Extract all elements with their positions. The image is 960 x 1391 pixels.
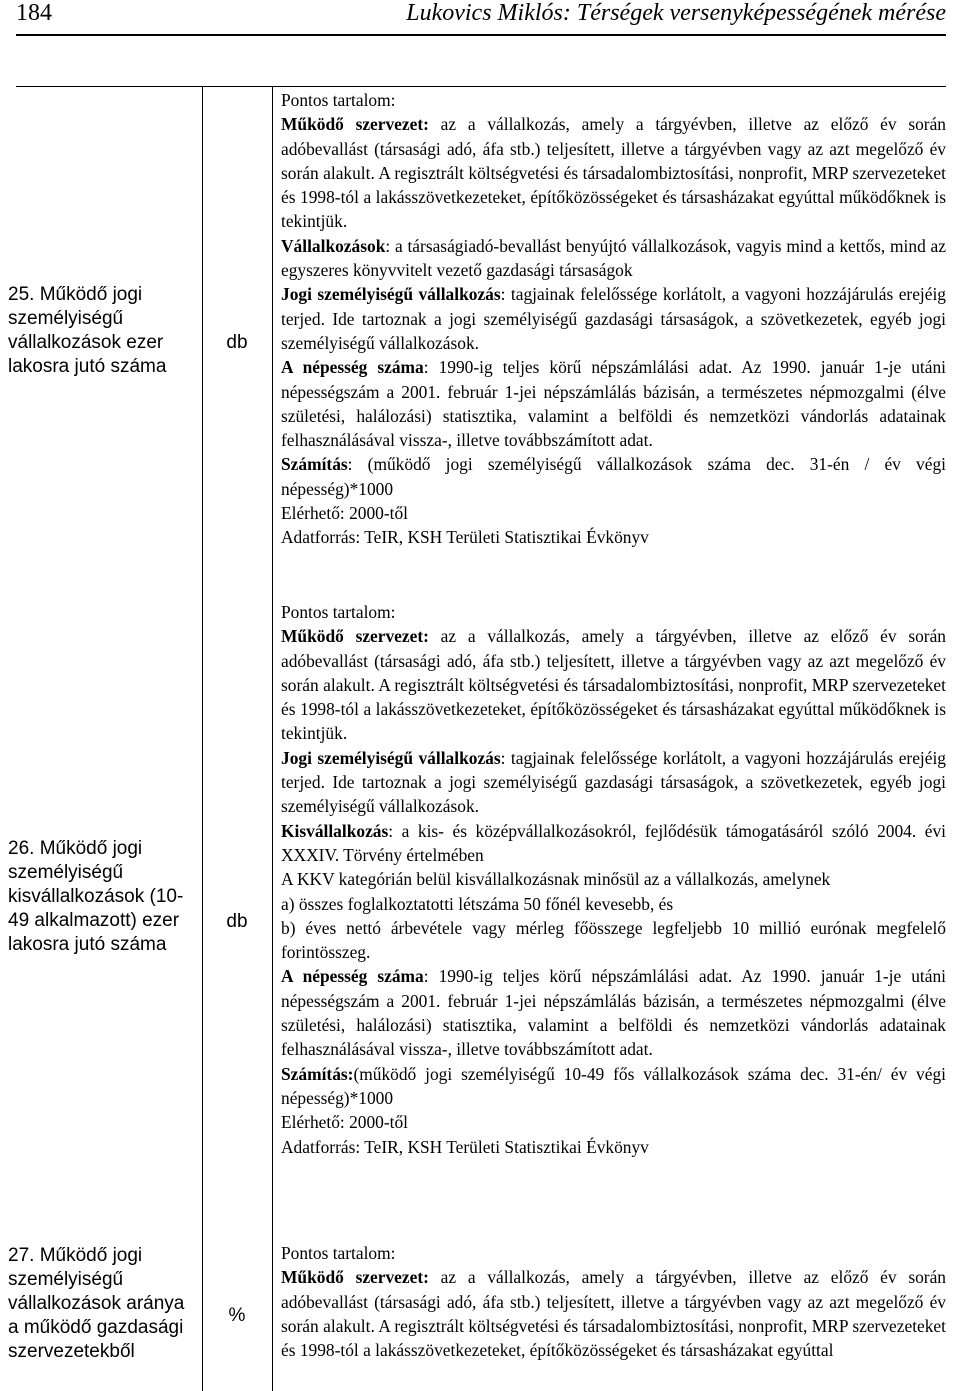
page-header <box>0 0 960 44</box>
page-number: 184 <box>16 0 52 26</box>
pontos-tartalom-label: Pontos tartalom: <box>281 90 396 110</box>
unit-26: db <box>226 911 248 932</box>
nepesseg-definition: A népesség száma: 1990-ig teljes körű népszámlálási adat. Az 1990. január 1-je utáni népességszám a 2001. február 1-jei népszámlálás bázisán, a természetes népmozgalmi (élve születési, halálozási) statisztika, valamint a belföldi és nemzetközi vándorlás adatainak felhasználásával vissza-, illetve továbbszámított adat. <box>281 357 946 451</box>
vallalkozasok-definition: Vállalkozások: a társaságiadó-bevallást benyújtó vállalkozások, vagyis mind a kettős, mind az egyszeres könyvvitelt vezető gazdasági társaságok <box>281 235 946 281</box>
unit-27: % <box>228 1305 246 1326</box>
mukodo-szervezet-definition: Működő szervezet: az a vállalkozás, amely a tárgyévben, illetve az előző év során adóbevallást (társasági adó, áfa stb.) teljesített, illetve a tárgyévben vagy az azt megelőző év során alakult. A regisztrált költségvetési és társadalombiztosítási, nonprofit, MRP szervezeteket és 1998-tól a lakásszövetkezeteket, építőközösségeket és társasházakat egyúttal <box>281 1267 946 1361</box>
description-27 <box>281 1241 946 1362</box>
kkv-category-text: A KKV kategórián belül kisvállalkozásnak minősül az a vállalkozás, amelynek <box>281 869 831 890</box>
table-top-border <box>16 86 946 87</box>
pontos-tartalom-label: Pontos tartalom: <box>281 602 396 622</box>
mukodo-szervezet-definition: Működő szervezet: az a vállalkozás, amely a tárgyévben, illetve az előző év során adóbevallást (társasági adó, áfa stb.) teljesített, illetve a tárgyévben vagy az azt megelőző év során alakult. A regisztrált költségvetési és társadalombiztosítási, nonprofit, MRP szervezeteket és 1998-tól a lakásszövetkezeteket, építőközösségeket és társasházakat egyúttal működőknek is tekintjük. <box>281 626 946 744</box>
nepesseg-definition: A népesség száma: 1990-ig teljes körű népszámlálási adat. Az 1990. január 1-je utáni népességszám a 2001. február 1-jei népszámlálás bázisán, a természetes népmozgalmi (élve születési, halálozási) statisztika, valamint a belföldi és nemzetközi vándorlás adatainak felhasználásával vissza-, illetve továbbszámított adat. <box>281 966 946 1060</box>
indicator-27: 27. Működő jogi személyiségű vállalkozások aránya a működő gazdasági szervezetekből <box>8 1245 185 1362</box>
column-divider-1 <box>202 86 203 1391</box>
jogi-szemelyisegu-definition: Jogi személyiségű vállalkozás: tagjainak felelőssége korlátolt, a vagyoni hozzájárulás erejéig terjed. Ide tartoznak a jogi személyiségű gazdasági társaságok, a szövetkezetek, egyéb jogi személyiségű vállalkozások. <box>281 747 946 817</box>
running-title: Lukovics Miklós: Térségek versenyképességének mérése <box>406 0 946 26</box>
criterion-a: a) összes foglalkoztatotti létszáma 50 főnél kevesebb, és <box>281 893 674 914</box>
data-source: Adatforrás: TeIR, KSH Területi Statisztikai Évkönyv <box>281 1136 649 1157</box>
availability: Elérhető: 2000-től <box>281 1112 409 1133</box>
description-25 <box>281 88 946 550</box>
criterion-b: b) éves nettó árbevétele vagy mérleg főösszege legfeljebb 10 millió eurónak megfelelő forintösszeg. <box>281 917 946 963</box>
pontos-tartalom-label: Pontos tartalom: <box>281 1243 396 1263</box>
szamitas-formula: Számítás: (működő jogi személyiségű vállalkozások száma dec. 31-én / év végi népesség)*1000 <box>281 454 946 499</box>
jogi-szemelyisegu-definition: Jogi személyiségű vállalkozás: tagjainak felelőssége korlátolt, a vagyoni hozzájárulás erejéig terjed. Ide tartoznak a jogi személyiségű gazdasági társaságok, a szövetkezetek, egyéb jogi személyiségű vállalkozások. <box>281 284 946 353</box>
mukodo-szervezet-definition: Működő szervezet: az a vállalkozás, amely a tárgyévben, illetve az előző év során adóbevallást (társasági adó, áfa stb.) teljesített, illetve a tárgyévben vagy az azt megelőző év során alakult. A regisztrált költségvetési és társadalombiztosítási, nonprofit, MRP szervezeteket és 1998-tól a lakásszövetkezeteket, építőközösségeket és társasházakat egyúttal működőknek is tekintjük. <box>281 114 946 232</box>
header-rule <box>16 34 946 36</box>
column-divider-2 <box>272 86 273 1391</box>
kisvallalkozas-definition: Kisvállalkozás: a kis- és középvállalkozásokról, fejlődésük támogatásáról szóló 2004. évi XXXIV. Törvény értelmében <box>281 820 946 865</box>
indicator-25: 25. Működő jogi személyiségű vállalkozások ezer lakosra jutó száma <box>8 284 167 377</box>
availability: Elérhető: 2000-től <box>281 503 409 524</box>
szamitas-formula: Számítás:(működő jogi személyiségű 10-49 fős vállalkozások száma dec. 31-én/ év végi népesség)*1000 <box>281 1063 946 1108</box>
description-26 <box>281 600 946 1159</box>
indicator-26: 26. Működő jogi személyiségű kisvállalkozások (10-49 alkalmazott) ezer lakosra jutó száma <box>8 838 184 955</box>
data-source: Adatforrás: TeIR, KSH Területi Statisztikai Évkönyv <box>281 527 649 548</box>
unit-25: db <box>226 332 248 353</box>
